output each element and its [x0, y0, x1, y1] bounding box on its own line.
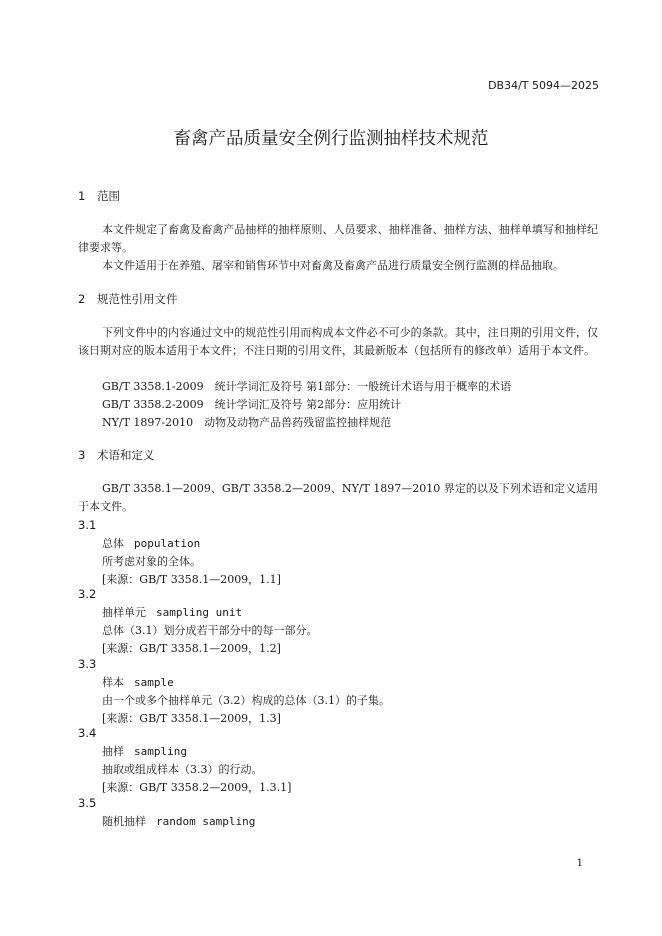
page-number: 1 — [576, 858, 583, 869]
term-number: 3.2 — [78, 587, 97, 601]
term-definition: 抽取或组成样本（3.3）的行动。 — [102, 763, 263, 776]
term-definition: 总体（3.1）划分成若干部分中的每一部分。 — [102, 624, 318, 637]
term-en: population — [134, 537, 201, 550]
section-number: 1 — [78, 189, 86, 203]
reference-item: NY/T 1897-2010 动物及动物产品兽药残留监控抽样规范 — [102, 416, 392, 429]
section-heading-terms-definitions — [78, 447, 155, 463]
section-title: 术语和定义 — [97, 448, 155, 462]
section-title: 范围 — [97, 189, 120, 203]
section-number: 3 — [78, 448, 86, 462]
term-zh: 随机抽样 — [102, 815, 146, 828]
paragraph: GB/T 3358.1—2009、GB/T 3358.2—2009、NY/T 1897—2010 界定的以及下列术语和定义适用于本文件。 — [78, 482, 598, 513]
reference-item: GB/T 3358.1-2009 统计学词汇及符号 第1部分：一般统计术语与用于概率的术语 — [102, 380, 512, 393]
term-number: 3.1 — [78, 518, 97, 532]
term-en: random sampling — [156, 815, 256, 828]
term-entry — [102, 604, 242, 620]
term-zh: 抽样 — [102, 745, 124, 758]
term-zh: 总体 — [102, 537, 124, 550]
term-entry — [102, 813, 255, 829]
paragraph: 本文件规定了畜禽及畜禽产品抽样的抽样原则、人员要求、抽样准备、抽样方法、抽样单填写和抽样纪律要求等。 — [78, 223, 598, 254]
section-heading-scope — [78, 188, 120, 204]
term-entry — [102, 674, 174, 690]
term-en: sampling — [134, 745, 187, 758]
term-source: [来源：GB/T 3358.1—2009，1.3] — [102, 712, 281, 725]
section-heading-normative-references — [78, 291, 178, 307]
term-source: [来源：GB/T 3358.2—2009，1.3.1] — [102, 781, 292, 794]
term-en: sample — [134, 676, 174, 689]
reference-item: GB/T 3358.2-2009 统计学词汇及符号 第2部分：应用统计 — [102, 398, 402, 411]
section-title: 规范性引用文件 — [97, 292, 178, 306]
term-zh: 抽样单元 — [102, 606, 146, 619]
paragraph: 下列文件中的内容通过文中的规范性引用而构成本文件必不可少的条款。其中，注日期的引用文件，仅该日期对应的版本适用于本文件；不注日期的引用文件，其最新版本（包括所有的修改单）适用于本文件。 — [78, 326, 598, 357]
term-definition: 由一个或多个抽样单元（3.2）构成的总体（3.1）的子集。 — [102, 694, 390, 707]
paragraph: 本文件适用于在养殖、屠宰和销售环节中对畜禽及畜禽产品进行质量安全例行监测的样品抽取。 — [102, 259, 564, 272]
standard-number: DB34/T 5094—2025 — [488, 79, 599, 92]
term-entry — [102, 743, 187, 759]
term-entry — [102, 535, 200, 551]
term-number: 3.4 — [78, 726, 97, 740]
document-title: 畜禽产品质量安全例行监测抽样技术规范 — [173, 129, 489, 149]
term-number: 3.5 — [78, 796, 97, 810]
term-source: [来源：GB/T 3358.1—2009，1.1] — [102, 573, 281, 586]
section-number: 2 — [78, 292, 86, 306]
term-en: sampling unit — [156, 606, 243, 619]
term-definition: 所考虑对象的全体。 — [102, 555, 201, 568]
term-number: 3.3 — [78, 657, 97, 671]
term-zh: 样本 — [102, 676, 124, 689]
term-source: [来源：GB/T 3358.1—2009，1.2] — [102, 642, 281, 655]
